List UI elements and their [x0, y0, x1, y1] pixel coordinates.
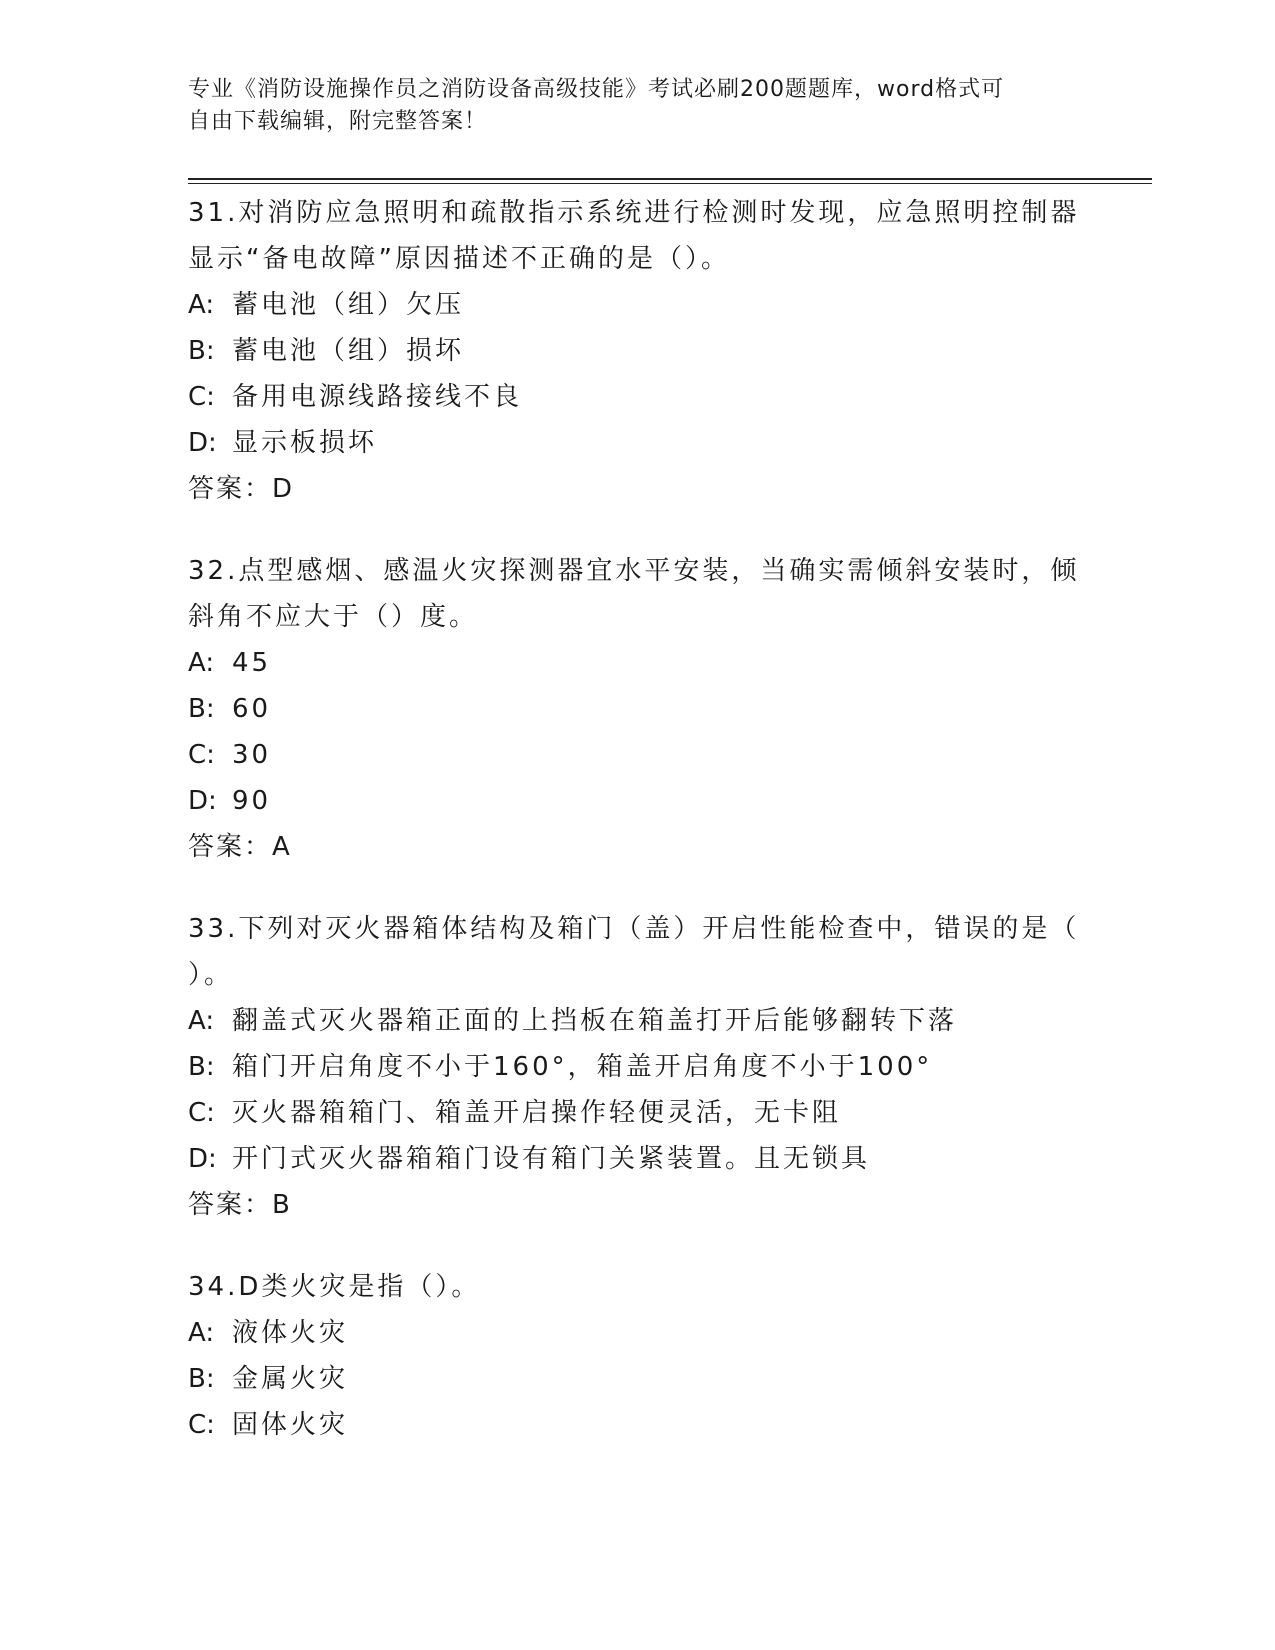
option-letter: D: [188, 428, 217, 458]
option-d [188, 1136, 1088, 1182]
option-letter: B: [188, 694, 215, 724]
option-letter: A: [188, 290, 215, 320]
option-text: 灭火器箱箱门、箱盖开启操作轻便灵活，无卡阻 [232, 1098, 842, 1128]
option-d [188, 778, 1088, 824]
option-a [188, 640, 1088, 686]
header-divider-thick [188, 178, 1152, 180]
question-stem-line-2: ）。 [188, 960, 234, 990]
option-text: 蓄电池（组）损坏 [232, 336, 465, 366]
question-34 [188, 1264, 1088, 1448]
option-c [188, 732, 1088, 778]
option-letter: C: [188, 1410, 215, 1440]
answer-line: 答案：A [188, 832, 292, 862]
option-letter: A: [188, 1318, 215, 1348]
option-text: 固体火灾 [232, 1410, 349, 1440]
option-letter: A: [188, 648, 215, 678]
option-letter: B: [188, 336, 215, 366]
option-a [188, 998, 1088, 1044]
option-text: 蓄电池（组）欠压 [232, 290, 465, 320]
option-d [188, 420, 1088, 466]
question-stem-line-2: 斜角不应大于（）度。 [188, 602, 479, 632]
option-text: 60 [232, 694, 272, 724]
option-letter: D: [188, 1144, 217, 1174]
option-text: 翻盖式灭火器箱正面的上挡板在箱盖打开后能够翻转下落 [232, 1006, 958, 1036]
option-letter: B: [188, 1052, 215, 1082]
header-divider-thin [188, 183, 1152, 184]
option-c [188, 374, 1088, 420]
option-text: 备用电源线路接线不良 [232, 382, 523, 412]
question-31 [188, 190, 1088, 512]
header-line-2: 自由下载编辑，附完整答案！ [188, 109, 488, 134]
answer-line: 答案：D [188, 474, 295, 504]
question-stem-line-1: 31.对消防应急照明和疏散指示系统进行检测时发现，应急照明控制器 [188, 198, 1080, 228]
option-c [188, 1090, 1088, 1136]
option-text: 显示板损坏 [232, 428, 378, 458]
option-letter: A: [188, 1006, 215, 1036]
question-stem-line-1: 32.点型感烟、感温火灾探测器宜水平安装，当确实需倾斜安装时，倾 [188, 556, 1080, 586]
answer-line: 答案：B [188, 1190, 292, 1220]
option-a [188, 1310, 1088, 1356]
option-c [188, 1402, 1088, 1448]
document-header [188, 74, 1088, 138]
option-text: 30 [232, 740, 272, 770]
option-letter: C: [188, 1098, 215, 1128]
option-b [188, 328, 1088, 374]
option-b [188, 1044, 1088, 1090]
option-text: 金属火灾 [232, 1364, 349, 1394]
option-letter: C: [188, 382, 215, 412]
option-b [188, 686, 1088, 732]
option-text: 液体火灾 [232, 1318, 349, 1348]
option-text: 箱门开启角度不小于160°，箱盖开启角度不小于100° [232, 1052, 933, 1082]
option-b [188, 1356, 1088, 1402]
question-list [188, 190, 1088, 1484]
option-letter: D: [188, 786, 217, 816]
option-text: 90 [232, 786, 272, 816]
question-32 [188, 548, 1088, 870]
question-stem-line-2: 显示“备电故障”原因描述不正确的是（）。 [188, 244, 730, 274]
question-stem-line-1: 34.D类火灾是指（）。 [188, 1272, 481, 1302]
option-text: 开门式灭火器箱箱门设有箱门关紧装置。且无锁具 [232, 1144, 871, 1174]
option-letter: B: [188, 1364, 215, 1394]
option-letter: C: [188, 740, 215, 770]
question-33 [188, 906, 1088, 1228]
question-stem-line-1: 33.下列对灭火器箱体结构及箱门（盖）开启性能检查中，错误的是（ [188, 914, 1080, 944]
option-a [188, 282, 1088, 328]
header-line-1: 专业《消防设施操作员之消防设备高级技能》考试必刷200题题库，word格式可 [188, 77, 1005, 102]
option-text: 45 [232, 648, 272, 678]
